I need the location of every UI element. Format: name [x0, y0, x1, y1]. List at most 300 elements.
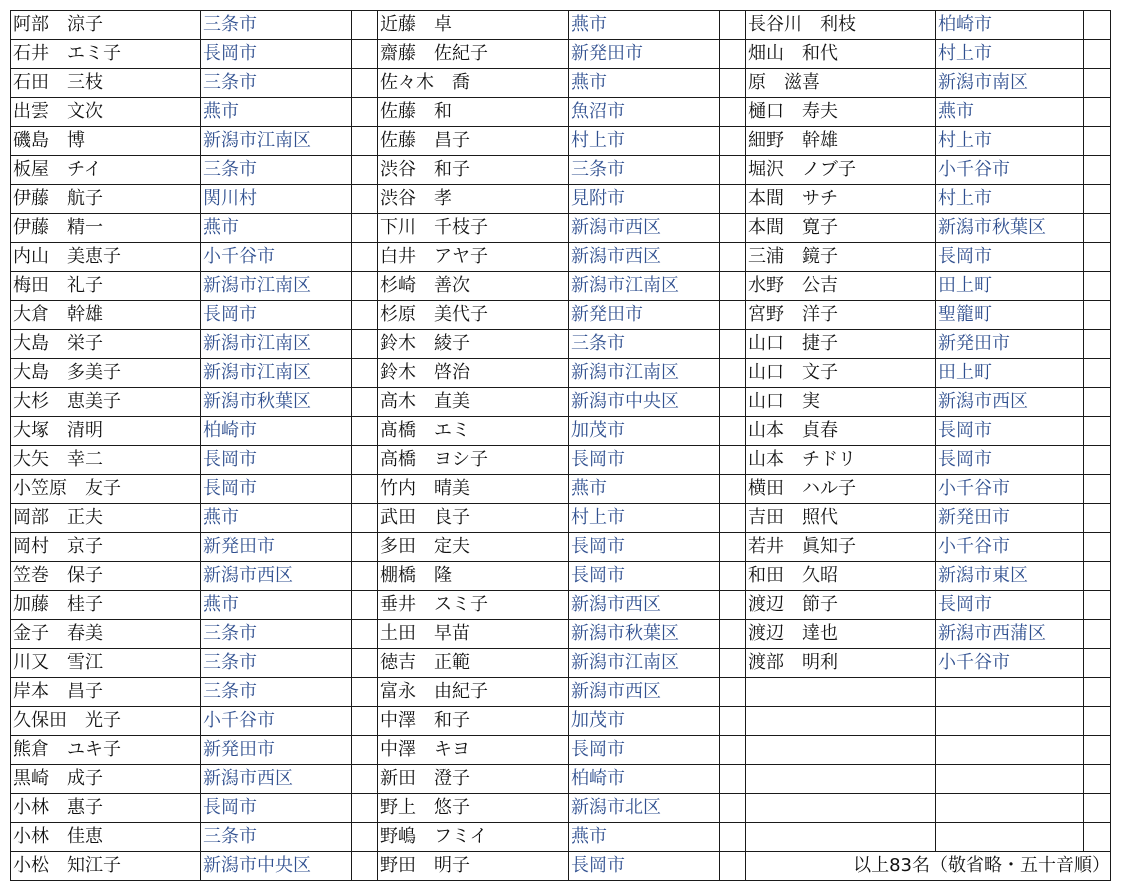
spacer-cell	[352, 11, 378, 40]
person-municipality: 長岡市	[936, 591, 1084, 620]
person-name: 白井 アヤ子	[378, 243, 569, 272]
table-row	[11, 533, 1111, 562]
spacer-cell	[352, 40, 378, 69]
table-row	[11, 620, 1111, 649]
person-name: 大杉 恵美子	[11, 388, 201, 417]
spacer-cell	[1084, 533, 1111, 562]
person-name: 新田 澄子	[378, 765, 569, 794]
person-name: 竹内 晴美	[378, 475, 569, 504]
spacer-cell	[352, 243, 378, 272]
spacer-cell	[352, 98, 378, 127]
person-name: 鈴木 綾子	[378, 330, 569, 359]
spacer-cell	[1084, 330, 1111, 359]
spacer-cell	[720, 591, 746, 620]
person-municipality: 田上町	[936, 272, 1084, 301]
spacer-cell	[720, 69, 746, 98]
person-name: 大島 栄子	[11, 330, 201, 359]
person-name: 高木 直美	[378, 388, 569, 417]
table-row	[11, 823, 1111, 852]
person-municipality: 長岡市	[569, 736, 720, 765]
person-municipality: 新潟市秋葉区	[201, 388, 352, 417]
person-name: 磯島 博	[11, 127, 201, 156]
person-municipality: 新潟市中央区	[569, 388, 720, 417]
spacer-cell	[352, 823, 378, 852]
person-municipality: 新発田市	[936, 504, 1084, 533]
person-municipality: 長岡市	[569, 852, 720, 881]
person-municipality: 新潟市秋葉区	[936, 214, 1084, 243]
person-municipality: 村上市	[569, 127, 720, 156]
spacer-cell	[720, 359, 746, 388]
person-name: 富永 由紀子	[378, 678, 569, 707]
person-municipality: 長岡市	[936, 446, 1084, 475]
table-row	[11, 185, 1111, 214]
table-row	[11, 417, 1111, 446]
person-name: 中澤 和子	[378, 707, 569, 736]
spacer-cell	[720, 649, 746, 678]
table-row	[11, 69, 1111, 98]
spacer-cell	[1084, 707, 1111, 736]
person-name: 石井 エミ子	[11, 40, 201, 69]
person-municipality: 柏崎市	[936, 11, 1084, 40]
table-row	[11, 301, 1111, 330]
person-name: 小林 佳恵	[11, 823, 201, 852]
spacer-cell	[1084, 272, 1111, 301]
person-municipality: 新潟市東区	[936, 562, 1084, 591]
spacer-cell	[1084, 301, 1111, 330]
person-municipality: 燕市	[569, 475, 720, 504]
spacer-cell	[720, 504, 746, 533]
person-name: 武田 良子	[378, 504, 569, 533]
person-municipality: 新潟市江南区	[569, 272, 720, 301]
person-name: 小松 知江子	[11, 852, 201, 881]
table-row	[11, 98, 1111, 127]
table-row	[11, 649, 1111, 678]
table-row	[11, 214, 1111, 243]
spacer-cell	[720, 823, 746, 852]
person-municipality: 小千谷市	[936, 475, 1084, 504]
person-municipality: 新潟市西区	[201, 765, 352, 794]
spacer-cell	[1084, 156, 1111, 185]
person-name: 佐藤 昌子	[378, 127, 569, 156]
person-municipality: 新潟市江南区	[569, 649, 720, 678]
person-municipality: 村上市	[936, 185, 1084, 214]
spacer-cell	[720, 562, 746, 591]
person-municipality: 新潟市西区	[569, 591, 720, 620]
empty-cell	[746, 823, 936, 852]
table-row	[11, 156, 1111, 185]
table-row	[11, 707, 1111, 736]
person-municipality: 燕市	[201, 214, 352, 243]
spacer-cell	[352, 214, 378, 243]
person-municipality: 田上町	[936, 359, 1084, 388]
person-name: 棚橋 隆	[378, 562, 569, 591]
person-municipality: 魚沼市	[569, 98, 720, 127]
person-municipality: 燕市	[569, 69, 720, 98]
person-name: 近藤 卓	[378, 11, 569, 40]
person-municipality: 新発田市	[201, 533, 352, 562]
person-name: 久保田 光子	[11, 707, 201, 736]
person-name: 土田 早苗	[378, 620, 569, 649]
spacer-cell	[1084, 243, 1111, 272]
spacer-cell	[352, 707, 378, 736]
person-name: 水野 公吉	[746, 272, 936, 301]
person-name: 山口 実	[746, 388, 936, 417]
name-table	[10, 10, 1111, 881]
spacer-cell	[352, 591, 378, 620]
spacer-cell	[352, 504, 378, 533]
table-row	[11, 562, 1111, 591]
person-name: 髙橋 エミ	[378, 417, 569, 446]
spacer-cell	[1084, 562, 1111, 591]
person-name: 渋谷 孝	[378, 185, 569, 214]
person-municipality: 長岡市	[201, 40, 352, 69]
empty-cell	[746, 794, 936, 823]
spacer-cell	[352, 794, 378, 823]
spacer-cell	[1084, 649, 1111, 678]
person-municipality: 燕市	[936, 98, 1084, 127]
spacer-cell	[1084, 736, 1111, 765]
table-row	[11, 243, 1111, 272]
person-municipality: 三条市	[201, 678, 352, 707]
spacer-cell	[352, 330, 378, 359]
spacer-cell	[720, 707, 746, 736]
person-name: 大塚 清明	[11, 417, 201, 446]
person-municipality: 三条市	[201, 649, 352, 678]
spacer-cell	[1084, 359, 1111, 388]
spacer-cell	[720, 620, 746, 649]
person-name: 岸本 昌子	[11, 678, 201, 707]
spacer-cell	[1084, 591, 1111, 620]
person-name: 畑山 和代	[746, 40, 936, 69]
empty-cell	[936, 823, 1084, 852]
person-municipality: 長岡市	[201, 475, 352, 504]
spacer-cell	[1084, 765, 1111, 794]
person-municipality: 新発田市	[201, 736, 352, 765]
person-municipality: 三条市	[569, 330, 720, 359]
person-municipality: 長岡市	[201, 301, 352, 330]
table-row	[11, 127, 1111, 156]
person-name: 大倉 幹雄	[11, 301, 201, 330]
table-row	[11, 11, 1111, 40]
table-row	[11, 504, 1111, 533]
person-name: 和田 久昭	[746, 562, 936, 591]
spacer-cell	[720, 417, 746, 446]
person-municipality: 新潟市西区	[936, 388, 1084, 417]
person-municipality: 燕市	[201, 504, 352, 533]
spacer-cell	[720, 214, 746, 243]
person-name: 長谷川 利枝	[746, 11, 936, 40]
person-municipality: 新潟市北区	[569, 794, 720, 823]
person-name: 原 滋喜	[746, 69, 936, 98]
person-municipality: 新潟市江南区	[569, 359, 720, 388]
person-municipality: 燕市	[569, 823, 720, 852]
person-municipality: 長岡市	[569, 446, 720, 475]
person-municipality: 柏崎市	[569, 765, 720, 794]
person-municipality: 新潟市南区	[936, 69, 1084, 98]
spacer-cell	[720, 446, 746, 475]
person-name: 金子 春美	[11, 620, 201, 649]
person-name: 渋谷 和子	[378, 156, 569, 185]
person-name: 板屋 チイ	[11, 156, 201, 185]
spacer-cell	[720, 127, 746, 156]
person-municipality: 新発田市	[569, 301, 720, 330]
spacer-cell	[720, 794, 746, 823]
spacer-cell	[1084, 446, 1111, 475]
spacer-cell	[352, 272, 378, 301]
person-municipality: 関川村	[201, 185, 352, 214]
table-row	[11, 678, 1111, 707]
person-name: 垂井 スミ子	[378, 591, 569, 620]
spacer-cell	[720, 388, 746, 417]
spacer-cell	[1084, 504, 1111, 533]
table-row	[11, 765, 1111, 794]
spacer-cell	[720, 533, 746, 562]
person-name: 岡部 正夫	[11, 504, 201, 533]
person-name: 高橋 ヨシ子	[378, 446, 569, 475]
spacer-cell	[1084, 127, 1111, 156]
spacer-cell	[720, 98, 746, 127]
empty-cell	[746, 707, 936, 736]
table-body	[11, 11, 1111, 881]
spacer-cell	[352, 533, 378, 562]
person-name: 熊倉 ユキ子	[11, 736, 201, 765]
person-municipality: 小千谷市	[201, 243, 352, 272]
spacer-cell	[352, 359, 378, 388]
person-municipality: 燕市	[201, 591, 352, 620]
person-name: 大島 多美子	[11, 359, 201, 388]
person-name: 小笠原 友子	[11, 475, 201, 504]
person-municipality: 新潟市秋葉区	[569, 620, 720, 649]
person-name: 佐藤 和	[378, 98, 569, 127]
person-municipality: 加茂市	[569, 417, 720, 446]
person-municipality: 村上市	[569, 504, 720, 533]
table-row	[11, 794, 1111, 823]
person-municipality: 三条市	[201, 156, 352, 185]
table-row	[11, 736, 1111, 765]
empty-cell	[936, 794, 1084, 823]
spacer-cell	[352, 446, 378, 475]
person-name: 吉田 照代	[746, 504, 936, 533]
person-municipality: 三条市	[569, 156, 720, 185]
person-municipality: 新潟市江南区	[201, 127, 352, 156]
person-name: 鈴木 啓治	[378, 359, 569, 388]
person-municipality: 新潟市中央区	[201, 852, 352, 881]
person-name: 徳吉 正範	[378, 649, 569, 678]
person-name: 若井 眞知子	[746, 533, 936, 562]
spacer-cell	[1084, 11, 1111, 40]
person-name: 杉原 美代子	[378, 301, 569, 330]
attendee-sheet	[10, 10, 1111, 881]
person-name: 野上 悠子	[378, 794, 569, 823]
person-name: 渡辺 達也	[746, 620, 936, 649]
spacer-cell	[720, 243, 746, 272]
table-row	[11, 359, 1111, 388]
person-municipality: 柏崎市	[201, 417, 352, 446]
person-name: 梅田 礼子	[11, 272, 201, 301]
person-name: 佐々木 喬	[378, 69, 569, 98]
spacer-cell	[720, 40, 746, 69]
person-municipality: 長岡市	[201, 446, 352, 475]
table-row	[11, 388, 1111, 417]
spacer-cell	[1084, 417, 1111, 446]
spacer-cell	[1084, 794, 1111, 823]
person-municipality: 小千谷市	[936, 533, 1084, 562]
person-municipality: 燕市	[201, 98, 352, 127]
spacer-cell	[720, 678, 746, 707]
person-name: 石田 三枝	[11, 69, 201, 98]
table-row	[11, 272, 1111, 301]
person-name: 野嶋 フミイ	[378, 823, 569, 852]
person-name: 横田 ハル子	[746, 475, 936, 504]
person-municipality: 新潟市西区	[569, 678, 720, 707]
spacer-cell	[720, 272, 746, 301]
person-municipality: 長岡市	[569, 533, 720, 562]
person-municipality: 三条市	[201, 69, 352, 98]
spacer-cell	[352, 620, 378, 649]
person-name: 出雲 文次	[11, 98, 201, 127]
empty-cell	[936, 765, 1084, 794]
person-name: 黒崎 成子	[11, 765, 201, 794]
person-municipality: 長岡市	[936, 417, 1084, 446]
spacer-cell	[352, 417, 378, 446]
person-name: 渡辺 節子	[746, 591, 936, 620]
person-name: 山本 貞春	[746, 417, 936, 446]
person-municipality: 小千谷市	[936, 156, 1084, 185]
person-municipality: 新発田市	[569, 40, 720, 69]
empty-cell	[746, 678, 936, 707]
person-name: 阿部 涼子	[11, 11, 201, 40]
person-name: 堀沢 ノブ子	[746, 156, 936, 185]
spacer-cell	[352, 388, 378, 417]
person-municipality: 新潟市江南区	[201, 359, 352, 388]
person-municipality: 新潟市江南区	[201, 272, 352, 301]
table-row	[11, 475, 1111, 504]
person-name: 宮野 洋子	[746, 301, 936, 330]
person-name: 内山 美恵子	[11, 243, 201, 272]
spacer-cell	[720, 330, 746, 359]
person-municipality: 小千谷市	[936, 649, 1084, 678]
spacer-cell	[352, 69, 378, 98]
spacer-cell	[720, 765, 746, 794]
spacer-cell	[720, 301, 746, 330]
spacer-cell	[352, 765, 378, 794]
empty-cell	[936, 678, 1084, 707]
table-row	[11, 591, 1111, 620]
person-name: 岡村 京子	[11, 533, 201, 562]
spacer-cell	[352, 185, 378, 214]
person-name: 山口 捷子	[746, 330, 936, 359]
person-name: 中澤 キヨ	[378, 736, 569, 765]
person-name: 小林 惠子	[11, 794, 201, 823]
spacer-cell	[352, 562, 378, 591]
spacer-cell	[352, 301, 378, 330]
table-row	[11, 330, 1111, 359]
empty-cell	[936, 736, 1084, 765]
spacer-cell	[352, 156, 378, 185]
person-municipality: 長岡市	[569, 562, 720, 591]
spacer-cell	[720, 736, 746, 765]
spacer-cell	[720, 11, 746, 40]
spacer-cell	[1084, 214, 1111, 243]
person-municipality: 三条市	[201, 11, 352, 40]
person-municipality: 新潟市西区	[569, 214, 720, 243]
spacer-cell	[352, 127, 378, 156]
person-municipality: 新潟市西区	[569, 243, 720, 272]
spacer-cell	[720, 185, 746, 214]
person-name: 野田 明子	[378, 852, 569, 881]
table-row	[11, 40, 1111, 69]
spacer-cell	[1084, 620, 1111, 649]
person-municipality: 見附市	[569, 185, 720, 214]
spacer-cell	[352, 649, 378, 678]
spacer-cell	[352, 475, 378, 504]
person-name: 本間 寛子	[746, 214, 936, 243]
person-municipality: 新潟市西蒲区	[936, 620, 1084, 649]
spacer-cell	[1084, 475, 1111, 504]
spacer-cell	[1084, 388, 1111, 417]
person-name: 山口 文子	[746, 359, 936, 388]
person-municipality: 長岡市	[936, 243, 1084, 272]
person-name: 多田 定夫	[378, 533, 569, 562]
spacer-cell	[1084, 678, 1111, 707]
empty-cell	[746, 736, 936, 765]
person-municipality: 新発田市	[936, 330, 1084, 359]
person-municipality: 三条市	[201, 823, 352, 852]
spacer-cell	[1084, 69, 1111, 98]
person-municipality: 加茂市	[569, 707, 720, 736]
person-name: 伊藤 精一	[11, 214, 201, 243]
person-name: 渡部 明利	[746, 649, 936, 678]
person-name: 大矢 幸二	[11, 446, 201, 475]
spacer-cell	[720, 156, 746, 185]
spacer-cell	[720, 475, 746, 504]
person-name: 下川 千枝子	[378, 214, 569, 243]
spacer-cell	[1084, 823, 1111, 852]
person-name: 山本 チドリ	[746, 446, 936, 475]
spacer-cell	[1084, 40, 1111, 69]
person-name: 細野 幹雄	[746, 127, 936, 156]
person-municipality: 聖籠町	[936, 301, 1084, 330]
person-municipality: 燕市	[569, 11, 720, 40]
person-municipality: 三条市	[201, 620, 352, 649]
spacer-cell	[1084, 185, 1111, 214]
person-municipality: 村上市	[936, 40, 1084, 69]
spacer-cell	[352, 736, 378, 765]
person-name: 杉崎 善次	[378, 272, 569, 301]
table-row	[11, 446, 1111, 475]
footer-note: 以上83名（敬省略・五十音順）	[746, 852, 1111, 881]
spacer-cell	[1084, 98, 1111, 127]
person-municipality: 村上市	[936, 127, 1084, 156]
person-municipality: 長岡市	[201, 794, 352, 823]
person-name: 樋口 寿夫	[746, 98, 936, 127]
spacer-cell	[352, 678, 378, 707]
empty-cell	[746, 765, 936, 794]
person-name: 川又 雪江	[11, 649, 201, 678]
person-name: 笠巻 保子	[11, 562, 201, 591]
person-municipality: 新潟市江南区	[201, 330, 352, 359]
person-name: 本間 サチ	[746, 185, 936, 214]
spacer-cell	[352, 852, 378, 881]
person-name: 加藤 桂子	[11, 591, 201, 620]
spacer-cell	[720, 852, 746, 881]
person-name: 齋藤 佐紀子	[378, 40, 569, 69]
person-name: 伊藤 航子	[11, 185, 201, 214]
table-row	[11, 852, 1111, 881]
person-municipality: 小千谷市	[201, 707, 352, 736]
empty-cell	[936, 707, 1084, 736]
person-name: 三浦 鏡子	[746, 243, 936, 272]
